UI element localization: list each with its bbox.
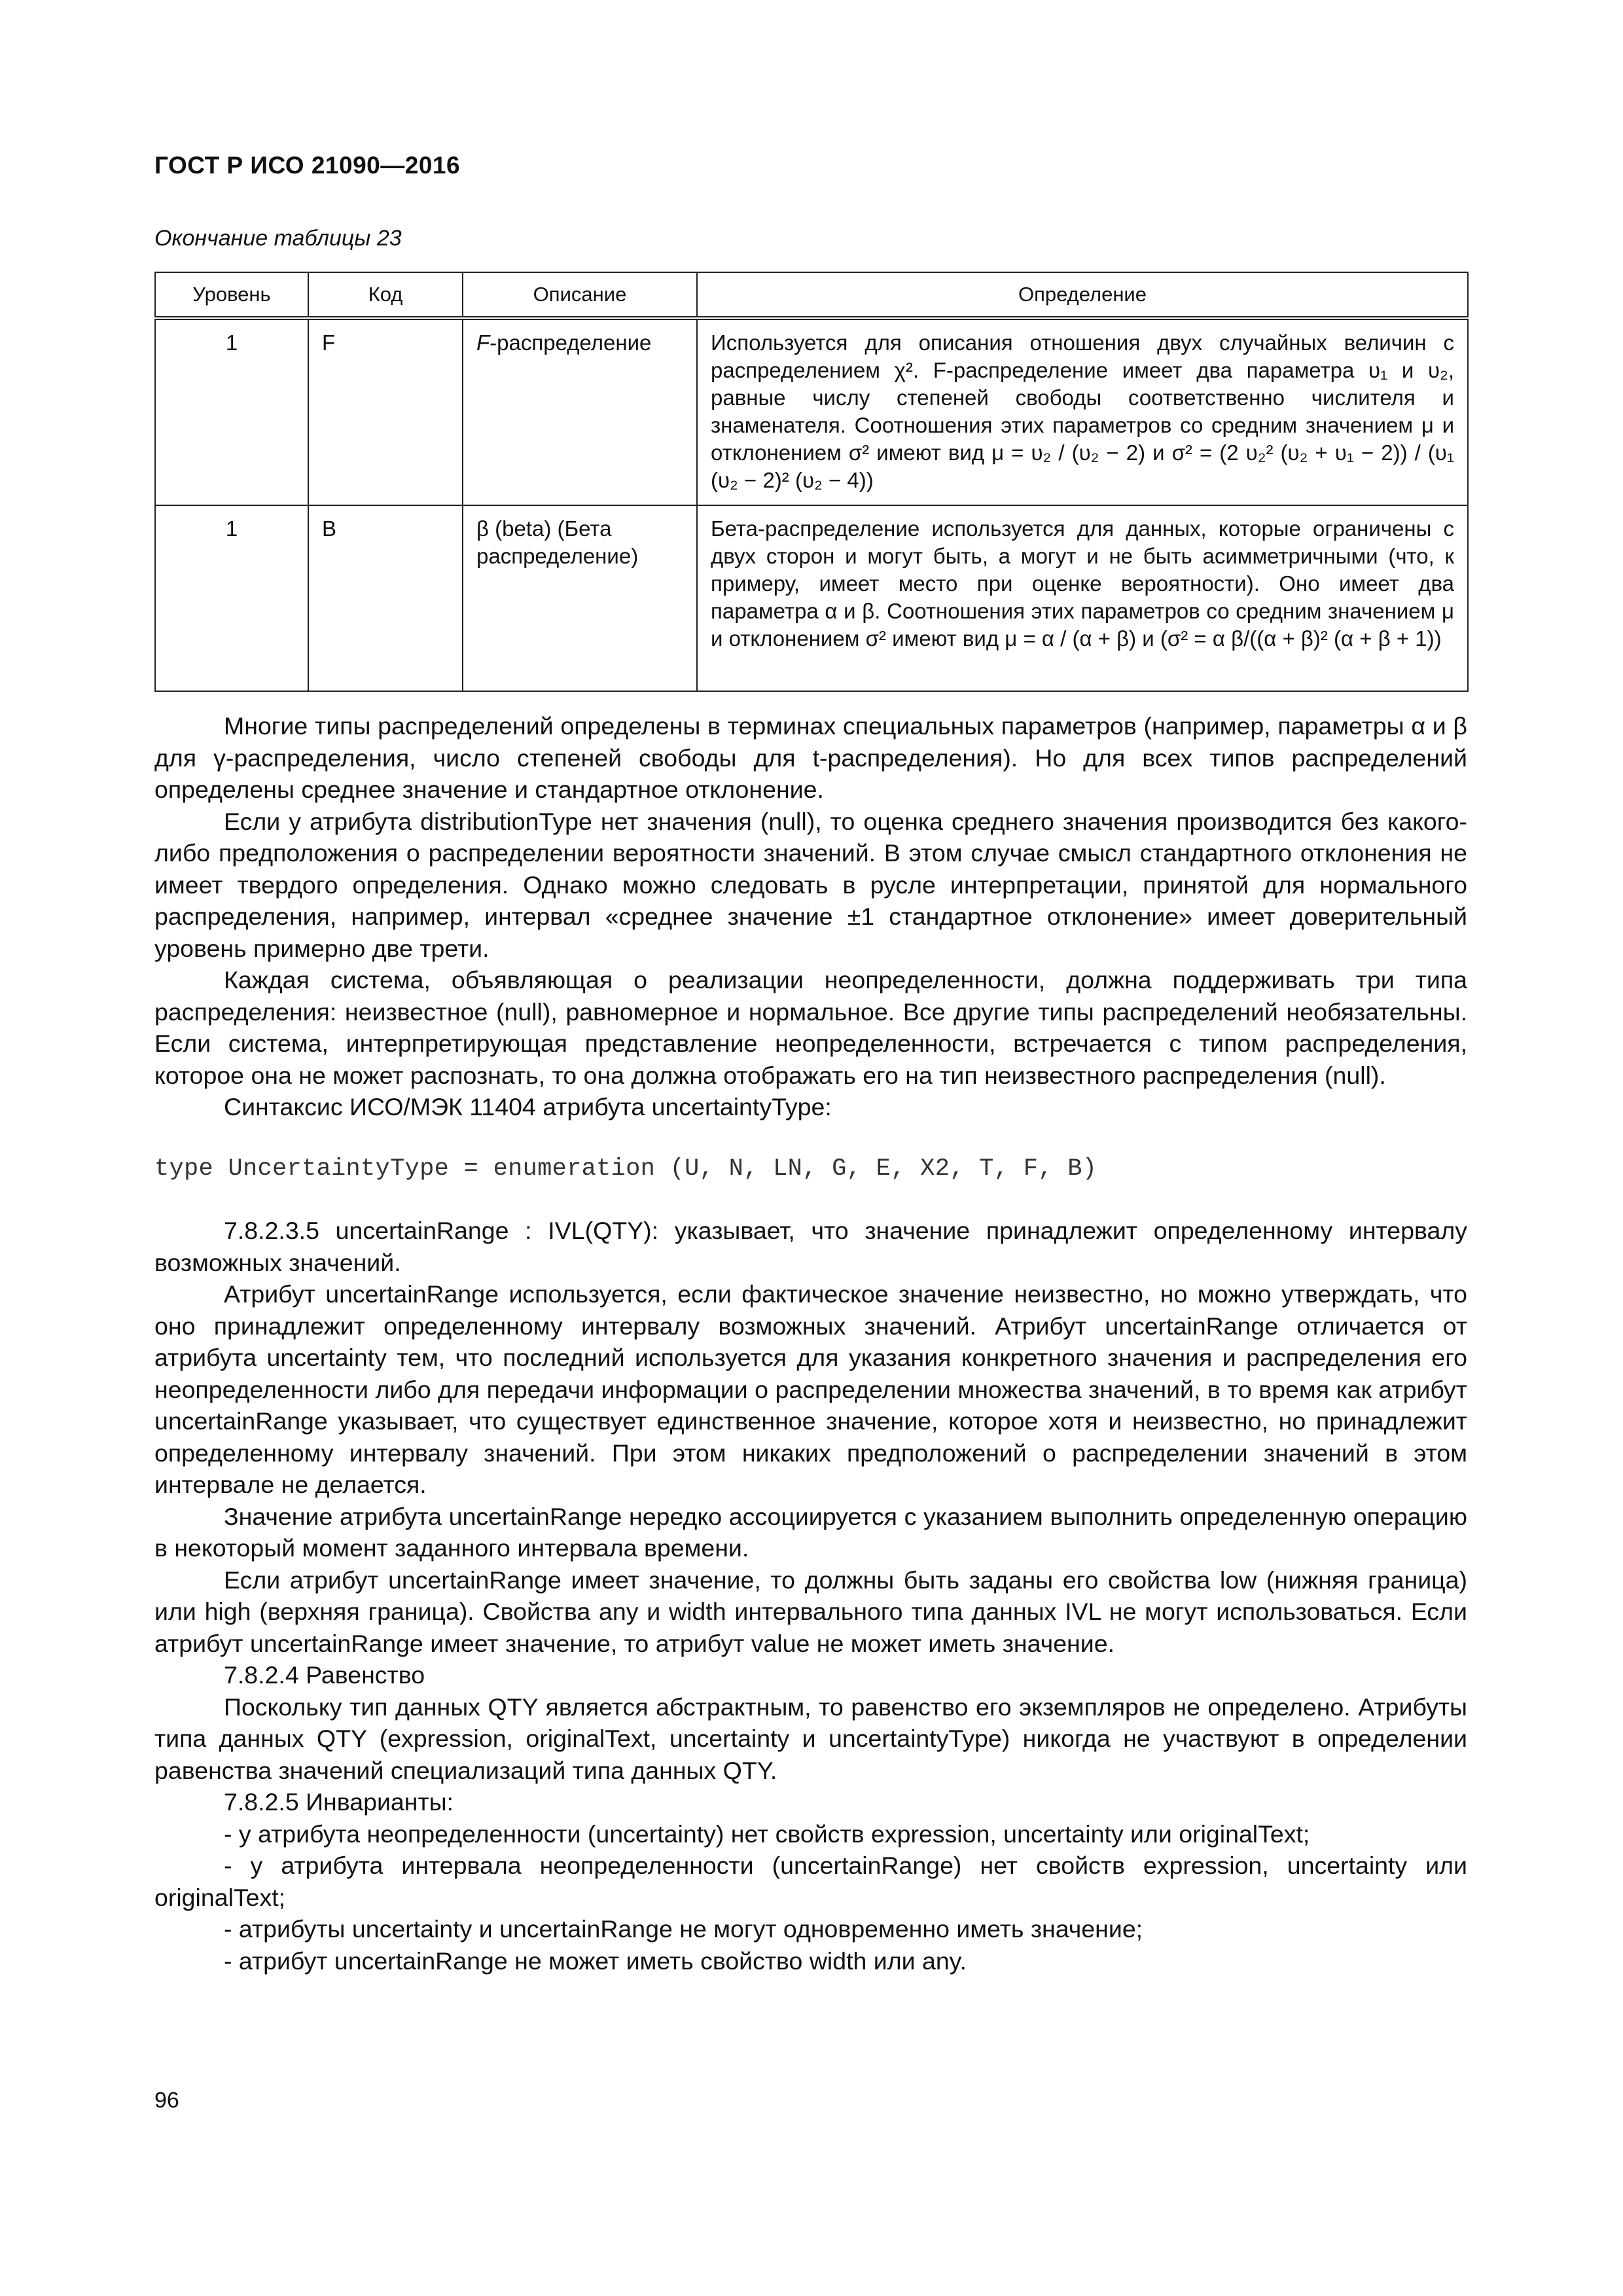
paragraph: Значение атрибута uncertainRange нередко ассоциируется с указанием выполнить определенную операцию в некоторый момент заданного интервала времени. (154, 1502, 1467, 1562)
list-item: - атрибуты uncertainty и uncertainRange не могут одновременно иметь значение; (224, 1915, 1143, 1943)
col-header-definition: Определение (697, 272, 1468, 318)
paragraph: Каждая система, объявляющая о реализации неопределенности, должна поддерживать три типа распределения: неизвестное (null), равномерное и нормальное. Все другие типы распределений необязательны. Если система, интерпретирующая представление неопределенности, встречается с типом распределения, которое она не может распознать, то она должна отображать его на тип неизвестного распределения (null). (154, 966, 1467, 1089)
list-item: - у атрибута интервала неопределенности (uncertainRange) нет свойств expression, uncertainty или originalText; (154, 1852, 1467, 1911)
cell-level: 1 (155, 318, 308, 505)
cell-code: F (308, 318, 463, 505)
paragraph: Если у атрибута distributionType нет значения (null), то оценка среднего значения производится без какого-либо предположения о распределении вероятности значений. В этом случае смысл стандартного отклонения не имеет твердого определения. Однако можно следовать в русле интерпретации, принятой для нормального распределения, например, интервал «среднее значение ±1 стандартное отклонение» имеет доверительный уровень примерно две трети. (154, 807, 1467, 962)
table-header-row (155, 272, 1468, 318)
cell-description (463, 318, 697, 505)
list-item: - атрибут uncertainRange не может иметь свойство width или any. (224, 1946, 967, 1975)
page-number: 96 (154, 2088, 179, 2113)
desc-rest: -распределение (490, 331, 652, 355)
paragraph: Атрибут uncertainRange используется, если фактическое значение неизвестно, но можно утверждать, что оно принадлежит определенному интервалу возможных значений. Атрибут uncertainRange отличается от атрибута uncertainty тем, что последний используется для указания конкретного значения и распределения его неопределенности либо для передачи информации о распределении множества значений, в то время как атрибут uncertainRange указывает, что существует единственное значение, которое хотя и неизвестно, но принадлежит определенному интервалу значений. При этом никаких предположений о распределении значений в этом интервале не делается. (154, 1280, 1467, 1498)
cell-code: B (308, 505, 463, 691)
table-row (155, 505, 1468, 691)
paragraph: 7.8.2.3.5 uncertainRange : IVL(QTY): указывает, что значение принадлежит определенному интервалу возможных значений. (154, 1217, 1467, 1276)
table-caption: Окончание таблицы 23 (154, 226, 402, 251)
desc-rest: β (beta) (Бета распределение) (476, 516, 639, 568)
cell-definition: Используется для описания отношения двух случайных величин с распределением χ². F-распределение имеет два параметра υ₁ и υ₂, равные числу степеней свободы соответственно числителя и знаменателя. Соотношения этих параметров со средним значением μ и отклонением σ² имеют вид μ = υ₂ / (υ₂ − 2) и σ² = (2 υ₂² (υ₂ + υ₁ − 2)) / (υ₁ (υ₂ − 2)² (υ₂ − 4)) (697, 318, 1468, 505)
cell-level: 1 (155, 505, 308, 691)
body-text (154, 710, 1467, 1977)
paragraph: Если атрибут uncertainRange имеет значение, то должны быть заданы его свойства low (нижняя граница) или high (верхняя граница). Свойства any и width интервального типа данных IVL не могут использоваться. Если атрибут uncertainRange имеет значение, то атрибут value не может иметь значение. (154, 1566, 1467, 1657)
table-23 (154, 272, 1469, 692)
paragraph: Поскольку тип данных QTY является абстрактным, то равенство его экземпляров не определено. Атрибуты типа данных QTY (expression, originalText, uncertainty и uncertaintyType) никогда не участвуют в определении равенства значений специализаций типа данных QTY. (154, 1693, 1467, 1784)
code-line: type UncertaintyType = enumeration (U, N, LN, G, E, X2, T, F, B) (154, 1155, 1097, 1183)
cell-description (463, 505, 697, 691)
list-item: - у атрибута неопределенности (uncertainty) нет свойств expression, uncertainty или originalText; (224, 1820, 1310, 1848)
paragraph: Синтаксис ИСО/МЭК 11404 атрибута uncertaintyType: (224, 1093, 832, 1121)
table-row (155, 318, 1468, 505)
document-header: ГОСТ Р ИСО 21090—2016 (154, 152, 461, 179)
section-heading: 7.8.2.4 Равенство (224, 1661, 425, 1689)
paragraph: Многие типы распределений определены в терминах специальных параметров (например, параметры α и β для γ-распределения, число степеней свободы для t-распределения). Но для всех типов распределений определены среднее значение и стандартное отклонение. (154, 712, 1467, 803)
section-heading: 7.8.2.5 Инварианты: (224, 1788, 454, 1816)
col-header-code: Код (308, 272, 463, 318)
col-header-level: Уровень (155, 272, 308, 318)
cell-definition: Бета-распределение используется для данных, которые ограничены с двух сторон и могут быть, а могут и не быть асимметричными (что, к примеру, имеет место при оценке вероятности). Оно имеет два параметра α и β. Соотношения этих параметров со средним значением μ и отклонением σ² имеют вид μ = α / (α + β) и (σ² = α β/((α + β)² (α + β + 1)) (697, 505, 1468, 691)
col-header-description: Описание (463, 272, 697, 318)
desc-italic: F (476, 331, 490, 355)
